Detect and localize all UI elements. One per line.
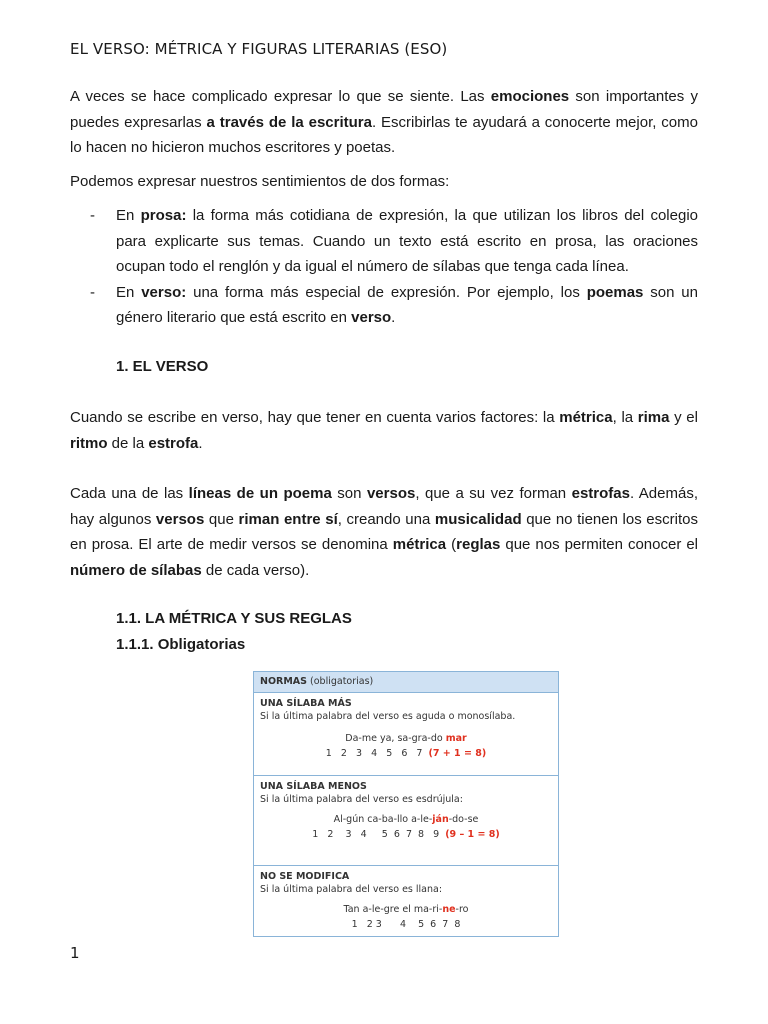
text-run: -ro bbox=[455, 904, 469, 915]
page-title: EL VERSO: MÉTRICA Y FIGURAS LITERARIAS (ESO) bbox=[70, 40, 448, 58]
text-run: de cada verso). bbox=[201, 561, 310, 579]
factors-paragraph bbox=[70, 405, 698, 456]
norm-section-title: NO SE MODIFICA bbox=[260, 871, 350, 882]
text-run: , que a su vez forman bbox=[415, 485, 572, 502]
text-run: . bbox=[198, 434, 203, 452]
bullet-text bbox=[116, 280, 698, 331]
text-run: En bbox=[116, 207, 141, 224]
bullet-dash: - bbox=[90, 283, 95, 301]
text-run: la forma más cotidiana de expresión, la que utilizan los libros del colegio para explicarte sus temas. Cuando un texto está escrito en prosa, las oraciones ocupan todo el renglón y da igual el número de sílabas que tenga cada línea. bbox=[116, 207, 699, 275]
highlighted-syllable: ne bbox=[442, 904, 456, 915]
norm-example-verse bbox=[260, 902, 552, 917]
bold-text-run: poemas bbox=[586, 283, 644, 301]
norm-section-title: UNA SÍLABA MENOS bbox=[260, 781, 367, 792]
norm-syllable-count bbox=[260, 746, 552, 761]
text-run: Da-me ya, sa-gra-do bbox=[345, 733, 446, 744]
text-run: una forma más especial de expresión. Por ejemplo, los bbox=[186, 283, 587, 301]
text-run: que no tienen los escritos en prosa. El arte de medir versos se denomina bbox=[70, 510, 698, 553]
text-run: y el bbox=[669, 409, 698, 426]
text-run: que bbox=[204, 510, 239, 528]
bold-text-run: musicalidad bbox=[434, 510, 522, 528]
highlighted-syllable: ján bbox=[432, 814, 449, 825]
bold-text-run: líneas de un poema bbox=[188, 485, 332, 502]
norm-section-description: Si la última palabra del verso es esdrújula: bbox=[260, 794, 463, 805]
subsubsection-heading-obligatorias: 1.1.1. Obligatorias bbox=[116, 636, 246, 653]
norms-table-image bbox=[253, 671, 559, 937]
norm-section-description: Si la última palabra del verso es llana: bbox=[260, 884, 443, 895]
bold-text-run: ritmo bbox=[70, 434, 108, 452]
text-run: de la bbox=[107, 434, 149, 452]
text-run: 1 2 3 4 5 6 7 bbox=[325, 748, 429, 759]
text-run: 1 2 3 4 5 6 7 8 bbox=[351, 919, 461, 930]
norm-section-no-se-modifica bbox=[254, 866, 558, 936]
bold-text-run: emociones bbox=[490, 88, 570, 105]
forms-bullet-list bbox=[70, 203, 698, 331]
text-run: Al-gún ca-ba-llo a-le- bbox=[333, 814, 433, 825]
norm-section-description: Si la última palabra del verso es aguda o monosílaba. bbox=[260, 711, 516, 722]
text-run: , creando una bbox=[337, 510, 435, 528]
page-number: 1 bbox=[70, 944, 80, 962]
text-run: . Además, hay algunos bbox=[70, 485, 698, 528]
text-run: Cuando se escribe en verso, hay que tener en cuenta varios factores: la bbox=[70, 409, 560, 426]
bold-text-run: riman entre sí bbox=[238, 510, 338, 528]
bold-text-run: número de sílabas bbox=[70, 561, 202, 579]
bullet-dash: - bbox=[90, 207, 95, 224]
text-run: Tan a-le-gre el ma-ri- bbox=[343, 904, 443, 915]
lines-paragraph bbox=[70, 481, 698, 583]
text-run: En bbox=[116, 283, 142, 301]
norm-syllable-count bbox=[260, 917, 552, 932]
bold-text-run: prosa: bbox=[140, 207, 187, 224]
norm-section-una-silaba-mas bbox=[254, 693, 558, 776]
text-run: Cada una de las bbox=[70, 485, 189, 502]
forms-intro-paragraph: Podemos expresar nuestros sentimientos de dos formas: bbox=[70, 173, 450, 190]
text-run: son bbox=[331, 485, 367, 502]
bold-text-run: versos bbox=[155, 510, 205, 528]
bold-text-run: métrica bbox=[559, 409, 613, 426]
text-run: . Escribirlas te ayudará a conocerte mejor, como lo hacen no hicieron muchos escritores y poetas. bbox=[70, 113, 698, 156]
norm-syllable-count bbox=[260, 827, 552, 842]
section-heading-el-verso: 1. EL VERSO bbox=[116, 358, 209, 375]
subsection-heading-metrica: 1.1. LA MÉTRICA Y SUS REGLAS bbox=[116, 610, 352, 627]
highlighted-syllable: mar bbox=[445, 733, 467, 744]
highlighted-syllable: (9 – 1 = 8) bbox=[445, 829, 500, 840]
bold-text-run: verso: bbox=[141, 283, 187, 301]
bullet-text bbox=[116, 203, 698, 280]
bullet-item-verso bbox=[70, 280, 698, 331]
text-run: , la bbox=[612, 409, 638, 426]
norm-section-title: UNA SÍLABA MÁS bbox=[260, 698, 352, 709]
text-run: son un género literario que está escrito en bbox=[116, 283, 698, 326]
highlighted-syllable: (7 + 1 = 8) bbox=[428, 748, 487, 759]
text-run: (obligatorias) bbox=[307, 676, 374, 687]
bold-text-run: versos bbox=[366, 485, 416, 502]
text-run: son importantes y puedes expresarlas bbox=[70, 88, 698, 131]
bold-text-run: a través de la escritura bbox=[206, 113, 372, 131]
norms-header bbox=[254, 672, 558, 693]
bold-text-run: NORMAS bbox=[260, 676, 307, 687]
bullet-item-prosa bbox=[70, 203, 698, 280]
norm-example-verse bbox=[260, 731, 552, 746]
text-run: . bbox=[391, 309, 396, 326]
norm-section-una-silaba-menos bbox=[254, 776, 558, 866]
text-run: 1 2 3 4 5 6 7 8 9 bbox=[312, 829, 446, 840]
text-run: ( bbox=[446, 536, 457, 553]
bold-text-run: verso bbox=[351, 309, 392, 326]
bold-text-run: reglas bbox=[456, 536, 501, 553]
norm-example-verse bbox=[260, 812, 552, 827]
text-run: A veces se hace complicado expresar lo que se siente. Las bbox=[70, 88, 491, 105]
bold-text-run: rima bbox=[637, 409, 670, 426]
bold-text-run: métrica bbox=[392, 536, 447, 553]
bold-text-run: estrofa bbox=[148, 434, 199, 452]
bold-text-run: estrofas bbox=[571, 485, 630, 502]
text-run: que nos permiten conocer el bbox=[500, 536, 698, 553]
text-run: -do-se bbox=[448, 814, 479, 825]
intro-paragraph bbox=[70, 84, 698, 161]
